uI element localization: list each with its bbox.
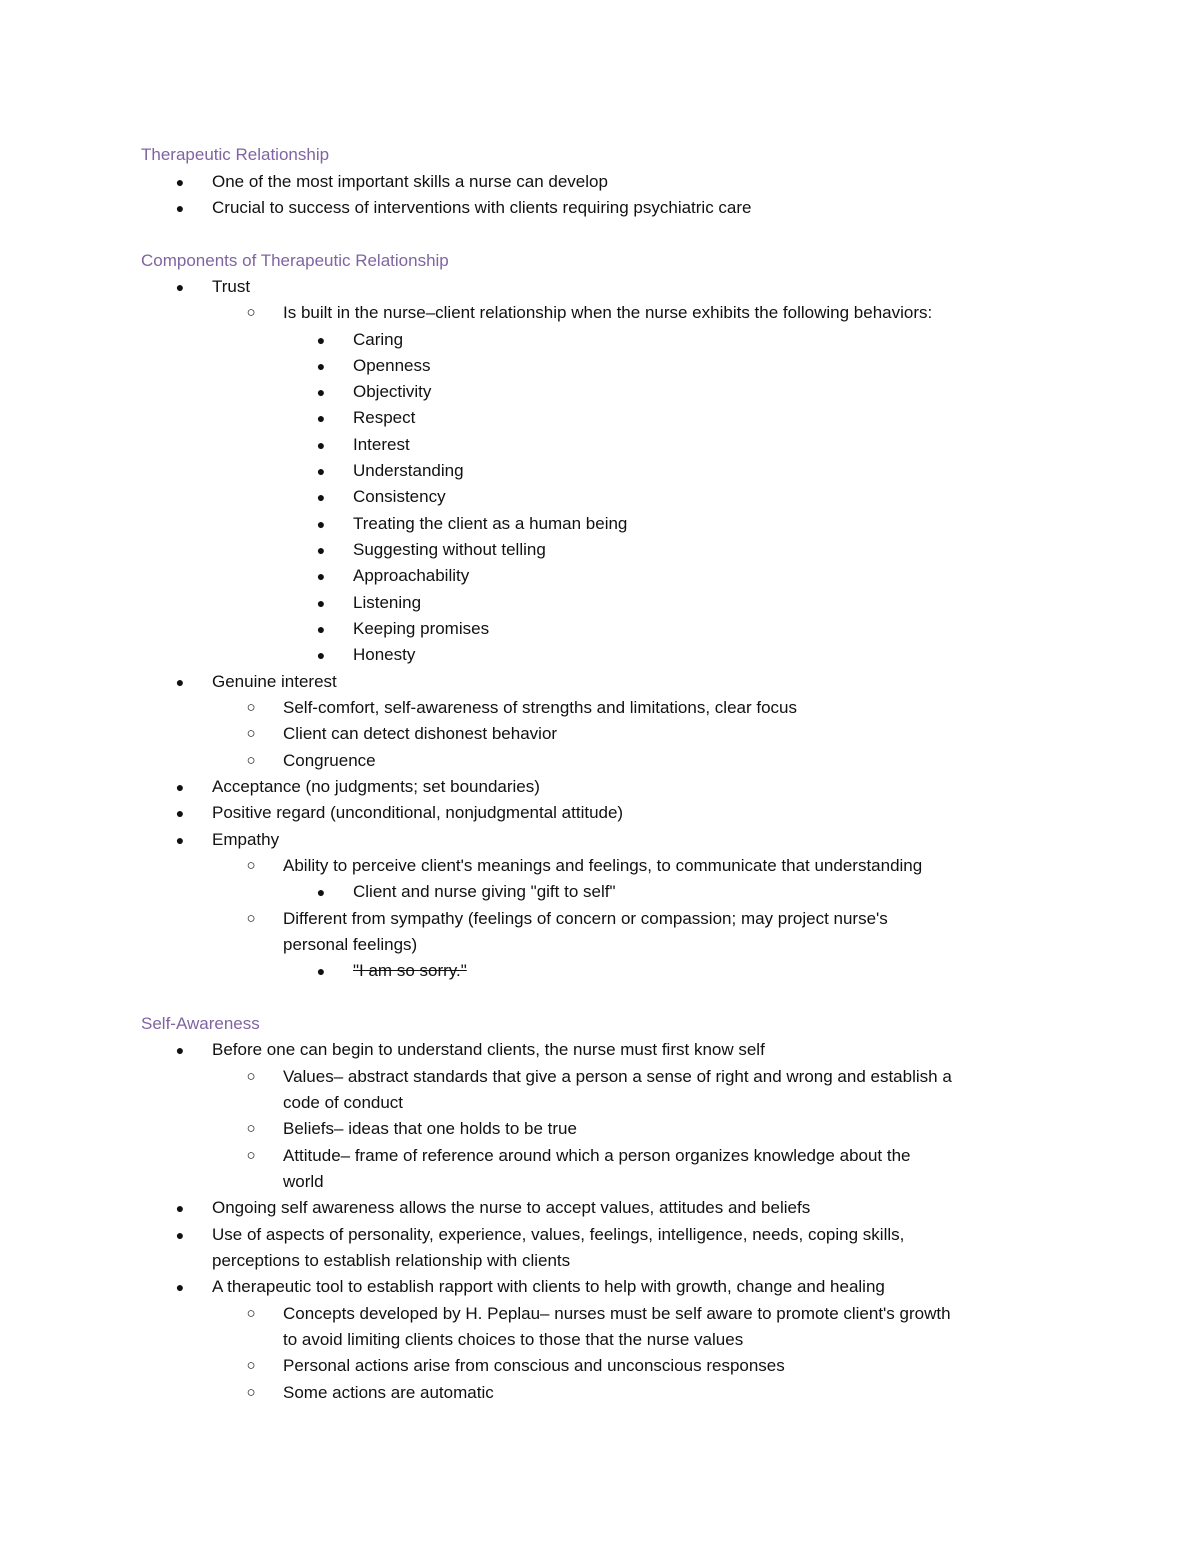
bullet-disc-icon: ●	[175, 832, 185, 848]
list-item-behavior: ● Openness	[353, 353, 431, 379]
bullet-circle-icon: ○	[246, 752, 256, 769]
bullet-disc-icon: ●	[316, 542, 326, 558]
bullet-disc-icon: ●	[316, 621, 326, 637]
list-item: ○ Attitude– frame of reference around which a person organizes knowledge about the	[283, 1143, 911, 1169]
bullet-circle-icon: ○	[246, 1384, 256, 1401]
list-item-continuation: personal feelings)	[283, 935, 418, 954]
heading-therapeutic-relationship: Therapeutic Relationship	[141, 145, 330, 164]
list-item-continuation: world	[283, 1172, 324, 1191]
list-item-behavior: ● Objectivity	[353, 379, 431, 405]
bullet-disc-icon: ●	[316, 463, 326, 479]
bullet-disc-icon: ●	[316, 358, 326, 374]
list-item: ○ Beliefs– ideas that one holds to be true	[283, 1116, 577, 1142]
bullet-disc-icon: ●	[316, 647, 326, 663]
bullet-disc-icon: ●	[175, 279, 185, 295]
bullet-disc-icon: ●	[316, 489, 326, 505]
list-item-behavior: ● Listening	[353, 590, 421, 616]
list-item-behavior: ● Respect	[353, 405, 415, 431]
bullet-disc-icon: ●	[175, 200, 185, 216]
bullet-disc-icon: ●	[316, 437, 326, 453]
list-item-behavior: ● Keeping promises	[353, 616, 489, 642]
list-item: ○ Congruence	[283, 748, 376, 774]
bullet-disc-icon: ●	[316, 595, 326, 611]
list-item-continuation: to avoid limiting clients choices to those that the nurse values	[283, 1330, 744, 1349]
list-item: ○ Personal actions arise from conscious and unconscious responses	[283, 1353, 785, 1379]
bullet-disc-icon: ●	[316, 568, 326, 584]
bullet-disc-icon: ●	[316, 516, 326, 532]
bullet-circle-icon: ○	[246, 1357, 256, 1374]
bullet-circle-icon: ○	[246, 1147, 256, 1164]
bullet-disc-icon: ●	[175, 779, 185, 795]
list-item-behavior: ● Consistency	[353, 484, 446, 510]
bullet-disc-icon: ●	[316, 332, 326, 348]
bullet-disc-icon: ●	[175, 1279, 185, 1295]
list-item-behavior: ● Treating the client as a human being	[353, 511, 627, 537]
bullet-circle-icon: ○	[246, 910, 256, 927]
list-item-behavior: ● Suggesting without telling	[353, 537, 546, 563]
strikethrough-text: "I am so sorry."	[353, 961, 467, 980]
list-item: ● One of the most important skills a nurse can develop	[212, 169, 608, 195]
list-item: ● Ongoing self awareness allows the nurse to accept values, attitudes and beliefs	[212, 1195, 810, 1221]
bullet-disc-icon: ●	[175, 674, 185, 690]
list-item: ● Client and nurse giving "gift to self"	[353, 879, 616, 905]
list-item-continuation: perceptions to establish relationship with clients	[212, 1251, 571, 1270]
list-item-behavior: ● Approachability	[353, 563, 469, 589]
bullet-circle-icon: ○	[246, 1068, 256, 1085]
list-item: ● Crucial to success of interventions with clients requiring psychiatric care	[212, 195, 752, 221]
list-item-continuation: code of conduct	[283, 1093, 404, 1112]
list-item-behavior: ● Honesty	[353, 642, 415, 668]
bullet-disc-icon: ●	[175, 1200, 185, 1216]
bullet-circle-icon: ○	[246, 699, 256, 716]
list-item-behavior: ● Understanding	[353, 458, 464, 484]
list-item: ● Before one can begin to understand clients, the nurse must first know self	[212, 1037, 765, 1063]
list-item-empathy: ● Empathy	[212, 827, 279, 853]
list-item: ○ Concepts developed by H. Peplau– nurses must be self aware to promote client's growth	[283, 1301, 951, 1327]
list-item: ○ Self-comfort, self-awareness of strengths and limitations, clear focus	[283, 695, 797, 721]
list-item: ○ Values– abstract standards that give a person a sense of right and wrong and establish a	[283, 1064, 952, 1090]
bullet-disc-icon: ●	[316, 410, 326, 426]
list-item: ● A therapeutic tool to establish rapport with clients to help with growth, change and healing	[212, 1274, 885, 1300]
list-item: ○ Different from sympathy (feelings of concern or compassion; may project nurse's	[283, 906, 888, 932]
bullet-disc-icon: ●	[316, 884, 326, 900]
bullet-circle-icon: ○	[246, 304, 256, 321]
list-item-acceptance: ● Acceptance (no judgments; set boundaries)	[212, 774, 540, 800]
bullet-disc-icon: ●	[316, 384, 326, 400]
bullet-circle-icon: ○	[246, 1120, 256, 1137]
list-item: ○ Is built in the nurse–client relationship when the nurse exhibits the following behaviors:	[283, 300, 932, 326]
list-item-trust: ● Trust	[212, 274, 250, 300]
list-item: ● Use of aspects of personality, experience, values, feelings, intelligence, needs, coping skills,	[212, 1222, 904, 1248]
list-item: ○ Some actions are automatic	[283, 1380, 494, 1406]
bullet-circle-icon: ○	[246, 857, 256, 874]
list-item-behavior: ● Interest	[353, 432, 410, 458]
list-item-positive-regard: ● Positive regard (unconditional, nonjudgmental attitude)	[212, 800, 623, 826]
list-item: ○ Client can detect dishonest behavior	[283, 721, 557, 747]
bullet-disc-icon: ●	[175, 174, 185, 190]
bullet-disc-icon: ●	[316, 963, 326, 979]
bullet-circle-icon: ○	[246, 725, 256, 742]
bullet-disc-icon: ●	[175, 1042, 185, 1058]
list-item: ○ Ability to perceive client's meanings and feelings, to communicate that understanding	[283, 853, 922, 879]
bullet-disc-icon: ●	[175, 805, 185, 821]
list-item-genuine-interest: ● Genuine interest	[212, 669, 337, 695]
bullet-circle-icon: ○	[246, 1305, 256, 1322]
bullet-disc-icon: ●	[175, 1227, 185, 1243]
list-item-behavior: ● Caring	[353, 327, 403, 353]
heading-self-awareness: Self-Awareness	[141, 1014, 260, 1033]
list-item	[316, 958, 467, 984]
heading-components: Components of Therapeutic Relationship	[141, 251, 449, 270]
